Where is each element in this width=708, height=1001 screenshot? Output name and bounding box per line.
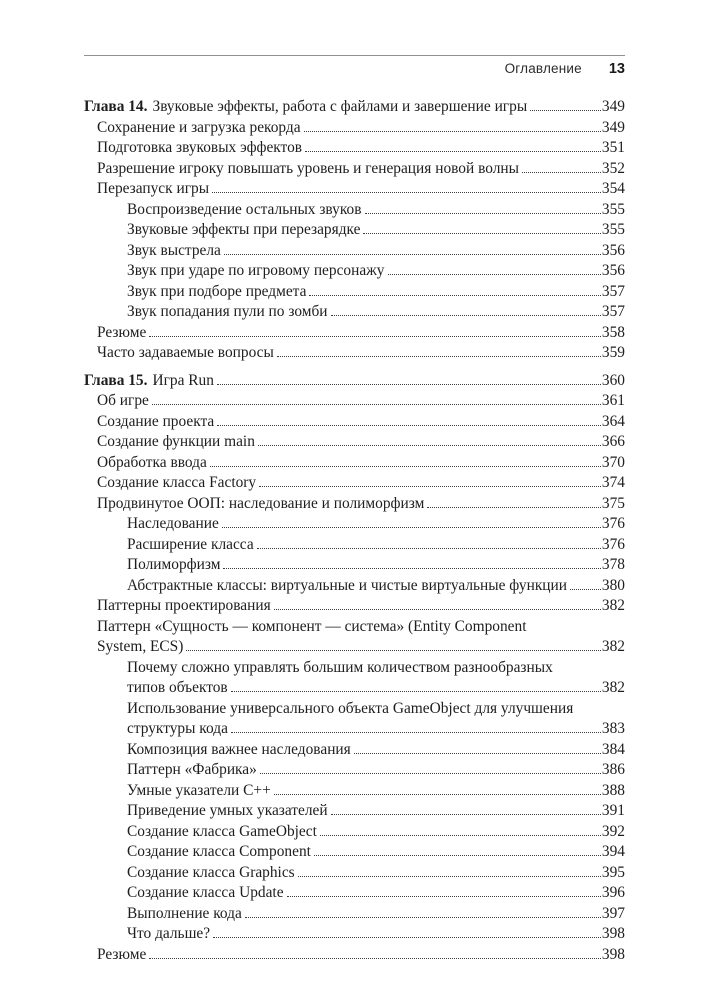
dot-leader <box>363 233 600 234</box>
dot-leader <box>274 609 601 610</box>
dot-leader <box>274 794 601 795</box>
toc-entry <box>84 678 625 699</box>
toc-entry <box>84 596 625 617</box>
entry-title: Создание класса Update <box>127 884 284 901</box>
entry-page-number: 383 <box>601 720 625 737</box>
entry-title: Наследование <box>127 515 219 532</box>
entry-title: Разрешение игроку повышать уровень и генерация новой волны <box>97 159 519 177</box>
entry-page-number: 375 <box>601 494 625 512</box>
entry-page-number: 388 <box>601 781 625 799</box>
entry-title: Звуковые эффекты при перезарядке <box>127 221 361 238</box>
entry-page-number: 359 <box>601 344 625 361</box>
toc-entry <box>84 473 625 494</box>
entry-title: Звук попадания пули по зомби <box>127 303 328 320</box>
toc-entry <box>84 842 625 863</box>
dot-leader <box>427 507 601 508</box>
entry-page-number: 370 <box>601 453 625 471</box>
toc-entry <box>84 535 625 556</box>
entry-page-number: 354 <box>601 180 625 197</box>
entry-page-number: 394 <box>601 843 625 860</box>
toc-entry <box>84 138 625 159</box>
entry-title: Выполнение кода <box>127 904 242 922</box>
entry-page-number: 349 <box>601 98 625 115</box>
entry-page-number: 357 <box>601 282 625 300</box>
dot-leader <box>354 753 601 754</box>
entry-title: Создание функции main <box>97 433 255 450</box>
toc-entry <box>84 699 625 720</box>
dot-leader <box>314 855 601 856</box>
chapter-number-label: Глава 15. <box>84 371 148 389</box>
dot-leader <box>217 384 601 385</box>
dot-leader <box>223 568 600 569</box>
entry-page-number: 366 <box>601 433 625 450</box>
entry-page-number: 391 <box>601 802 625 819</box>
dot-leader <box>213 937 601 938</box>
header-page-number: 13 <box>608 61 625 77</box>
toc-entry <box>84 302 625 323</box>
entry-title: Продвинутое ООП: наследование и полиморфизм <box>97 494 425 512</box>
toc-entry <box>84 822 625 843</box>
entry-page-number: 352 <box>601 159 625 177</box>
entry-title: Использование универсального объекта GameObject для улучшения <box>127 699 574 717</box>
entry-title: System, ECS) <box>97 638 184 655</box>
dot-leader <box>217 425 601 426</box>
toc-entry <box>84 453 625 474</box>
entry-title: Звуковые эффекты, работа с файлами и завершение игры <box>152 98 528 115</box>
dot-leader <box>522 172 601 173</box>
dot-leader <box>259 486 601 487</box>
dot-leader <box>149 336 601 337</box>
entry-title: Игра Run <box>152 371 214 389</box>
toc-entry <box>84 760 625 781</box>
entry-title: Абстрактные классы: виртуальные и чистые виртуальные функции <box>127 576 568 594</box>
dot-leader <box>258 445 601 446</box>
entry-title: Создание класса GameObject <box>127 822 317 840</box>
toc-entry <box>84 555 625 576</box>
toc-chapter-entry <box>84 371 625 392</box>
entry-page-number: 396 <box>601 884 625 901</box>
dot-leader <box>388 274 601 275</box>
toc-entry <box>84 412 625 433</box>
entry-page-number: 356 <box>601 241 625 259</box>
toc-entry <box>84 241 625 262</box>
toc-entry <box>84 220 625 241</box>
dot-leader <box>212 192 601 193</box>
dot-leader <box>570 589 601 590</box>
toc-entry <box>84 494 625 515</box>
header-section-label: Оглавление <box>504 61 582 76</box>
dot-leader <box>530 110 601 111</box>
toc-entry <box>84 740 625 761</box>
toc-entry <box>84 781 625 802</box>
entry-title: Часто задаваемые вопросы <box>97 344 274 361</box>
toc-entry <box>84 261 625 282</box>
dot-leader <box>231 691 601 692</box>
toc-entry <box>84 637 625 658</box>
entry-page-number: 358 <box>601 323 625 341</box>
toc-entry <box>84 617 625 638</box>
entry-title: Создание проекта <box>97 412 215 430</box>
entry-page-number: 364 <box>601 412 625 430</box>
toc-entry <box>84 432 625 453</box>
toc-entry <box>84 118 625 139</box>
entry-page-number: 360 <box>601 371 625 389</box>
toc-entry <box>84 945 625 966</box>
dot-leader <box>309 295 600 296</box>
dot-leader <box>331 315 601 316</box>
toc-entry <box>84 200 625 221</box>
toc-entry <box>84 343 625 364</box>
entry-title: Создание класса Graphics <box>127 863 295 881</box>
dot-leader <box>277 356 601 357</box>
entry-title: Паттерн «Сущность — компонент — система» (Entity Component <box>97 617 527 635</box>
entry-title: Паттерн «Фабрика» <box>127 761 257 778</box>
dot-leader <box>320 835 601 836</box>
entry-page-number: 380 <box>601 576 625 594</box>
dot-leader <box>222 527 601 528</box>
entry-title: Об игре <box>97 392 149 409</box>
entry-title: Звук выстрела <box>127 241 221 259</box>
entry-title: Что дальше? <box>127 925 211 942</box>
entry-page-number: 386 <box>601 761 625 778</box>
entry-title: Создание класса Component <box>127 843 311 860</box>
entry-page-number: 376 <box>601 535 625 553</box>
toc-entry <box>84 904 625 925</box>
entry-page-number: 382 <box>601 679 625 696</box>
entry-page-number: 398 <box>601 925 625 942</box>
entry-page-number: 384 <box>601 740 625 758</box>
toc-entry <box>84 924 625 945</box>
entry-page-number: 397 <box>601 904 625 922</box>
entry-page-number: 355 <box>601 200 625 218</box>
entry-page-number: 395 <box>601 863 625 881</box>
entry-title: структуры кода <box>127 720 228 737</box>
dot-leader <box>365 213 601 214</box>
toc-entry <box>84 658 625 679</box>
entry-title: Полиморфизм <box>127 556 221 573</box>
entry-title: Приведение умных указателей <box>127 802 328 819</box>
chapter-number-label: Глава 14. <box>84 98 148 115</box>
entry-title: Паттерны проектирования <box>97 597 271 614</box>
toc-entry <box>84 719 625 740</box>
entry-title: Умные указатели C++ <box>127 781 271 799</box>
entry-page-number: 392 <box>601 822 625 840</box>
dot-leader <box>298 876 601 877</box>
entry-page-number: 357 <box>601 303 625 320</box>
entry-title: Создание класса Factory <box>97 474 257 491</box>
entry-title: Звук при ударе по игровому персонажу <box>127 262 385 279</box>
entry-title: Звук при подборе предмета <box>127 282 307 300</box>
dot-leader <box>149 958 601 959</box>
toc-entry <box>84 323 625 344</box>
toc-entry <box>84 159 625 180</box>
dot-leader <box>245 917 601 918</box>
dot-leader <box>287 896 601 897</box>
dot-leader <box>257 548 601 549</box>
dot-leader <box>231 732 601 733</box>
entry-title: Перезапуск игры <box>97 180 210 197</box>
entry-page-number: 382 <box>601 638 625 655</box>
entry-page-number: 382 <box>601 597 625 614</box>
toc-entry <box>84 391 625 412</box>
entry-title: Подготовка звуковых эффектов <box>97 139 303 156</box>
toc-entry <box>84 282 625 303</box>
entry-page-number: 355 <box>601 221 625 238</box>
entry-title: Резюме <box>97 323 147 341</box>
entry-title: Расширение класса <box>127 535 254 553</box>
entry-page-number: 378 <box>601 556 625 573</box>
entry-title: Сохранение и загрузка рекорда <box>97 118 301 136</box>
dot-leader <box>260 773 601 774</box>
toc-entry <box>84 576 625 597</box>
toc-entry <box>84 863 625 884</box>
toc-entry <box>84 179 625 200</box>
dot-leader <box>304 131 601 132</box>
page-header <box>84 55 625 80</box>
entry-page-number: 374 <box>601 474 625 491</box>
toc-entry <box>84 801 625 822</box>
dot-leader <box>331 814 601 815</box>
entry-page-number: 398 <box>601 945 625 963</box>
entry-page-number: 361 <box>601 392 625 409</box>
entry-page-number: 376 <box>601 515 625 532</box>
toc-list <box>84 97 625 965</box>
entry-title: Композиция важнее наследования <box>127 740 351 758</box>
dot-leader <box>186 650 601 651</box>
dot-leader <box>152 404 601 405</box>
entry-title: Резюме <box>97 945 147 963</box>
entry-page-number: 349 <box>601 118 625 136</box>
toc-chapter-entry <box>84 97 625 118</box>
entry-title: Почему сложно управлять большим количеством разнообразных <box>127 658 553 676</box>
entry-title: типов объектов <box>127 679 228 696</box>
entry-page-number: 356 <box>601 262 625 279</box>
entry-page-number: 351 <box>601 139 625 156</box>
dot-leader <box>224 254 601 255</box>
entry-title: Воспроизведение остальных звуков <box>127 200 362 218</box>
dot-leader <box>305 151 601 152</box>
dot-leader <box>210 466 601 467</box>
toc-entry <box>84 514 625 535</box>
toc-entry <box>84 883 625 904</box>
entry-title: Обработка ввода <box>97 453 207 471</box>
